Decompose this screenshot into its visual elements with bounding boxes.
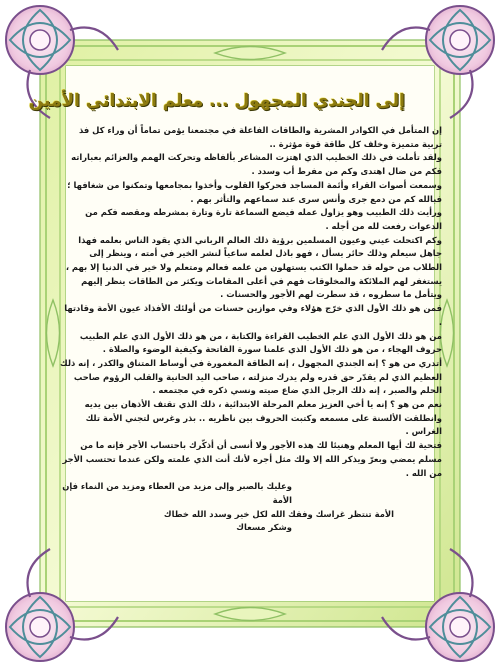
paragraph: فتحية لك أيها المعلم وهنيئا لك هذه الأجور ولا أنسى أن أذكّرك باحتساب الأجر فإنه ما من مسلم يمضي وبعرّ ويذكر الله إلا ولك مثل أجره لأنك أنت الذي علمته ولكن عندما تحتسب الأجر من الله . [62,440,442,478]
paragraph: ولقد تأملت في ذلك الخطيب الذي اهتزت المشاعر بألفاظه وتحركت الهمم والعزائم بعباراته فكم من ضال اهتدى وكم من مفرط أب وسدد . [71,152,442,177]
article-body [60,124,442,618]
paragraph: إن المتأمل في الكوادر المشرية والطاقات الفاعلة في مجتمعنا يؤمن تماماً أن وراء كل فذ تربية متميزة وخلف كل طاقة قوة مؤثرة .. [78,125,442,149]
closing-line: الأمة تنتظر غراسك وفقك الله لكل خير وسدد الله خطاك [163,508,394,519]
paragraph: ورأيت ذلك الطبيب وهو يزاول عمله فيضع السماعة تارة وتارة بمشرطه ومقصه فكم من الدعوات رفعت لله من أجله . [85,207,442,231]
closing-line: وشكر مسعاك [236,522,292,533]
paragraph: نعم من هو ؟ إنه يا أخي العزيز معلم المرحلة الابتدائية ، ذلك الذي تقتف الأذهان بين يديه وانطلقت الألسنة على مسمعه وكتبت الحروف بين ناظريه .. بذر وغرس لتجني الأمة تلك الغراس . [84,399,442,437]
paragraph: وكم اكتحلت عيني وعيون المسلمين برؤية ذلك العالم الرباني الذي يقود الناس بعلمه فهذا جاهل سيعلم وذلك حائر يسأل ، فهو باذل لعلمه ساعياً لنشر الخير في أمته ، وينظر إلى الطلاب من حوله قد حملوا الكتب يستهلون من علمه فعالم ومتعلم ولا خير في الدنيا إلا بهم ، يستغفر لهم الملائكة والمخلوقات فهم في أعلى المقامات ويكثر من الطاقات ينظر إليهم ويتأمل ما سطروه ، قد سطرت لهم الأجور والحسنات . [65,234,442,300]
closing-line: وعليك بالصبر وإلى مزيد من العطاء ومزيد من النماء فإن الأمة [62,481,292,505]
paragraph: فمن هو ذلك الأول الذي خرّج هؤلاء وفي موازين حسنات من أولئك الأفذاذ عيون الأمة وقادتها . [64,303,442,327]
paragraph: وسمعت أصوات القراء وأئمة المساجد فحركوا القلوب وأخذوا بمجامعها وتمكنوا من شغافها ؛ فبالله كم من دمع جرى وأنس سرى عند سماعهم والتأثر بهم . [67,179,442,204]
paragraph: أتدري من هو ؟ إنه الجندي المجهول ، إنه الطاقة المغمورة في أوساط المتناق والكدر ، إنه ذلك العظيم الذي لم يقدّر حق قدره ولم يدرك منزلته ، صاحب اليد الحانية والقلب الرؤوم صاحب الحلم والصبر ، إنه ذلك الرجل الذي ضاع صيته ونسي ذكره في مجتمعه . [60,357,442,396]
page-title: إلى الجندي المجهول ... معلم الابتدائي الأمين [28,91,405,111]
paragraph: من هو ذلك الأول الذي علم الخطيب القراءة والكتابة ، من هو ذلك الأول الذي علم الطبيب حروف الهجاء ، من هو ذلك الأول الذي علمنا سورة الفاتحة وكيفية الوضوء والصلاة . [79,330,442,355]
